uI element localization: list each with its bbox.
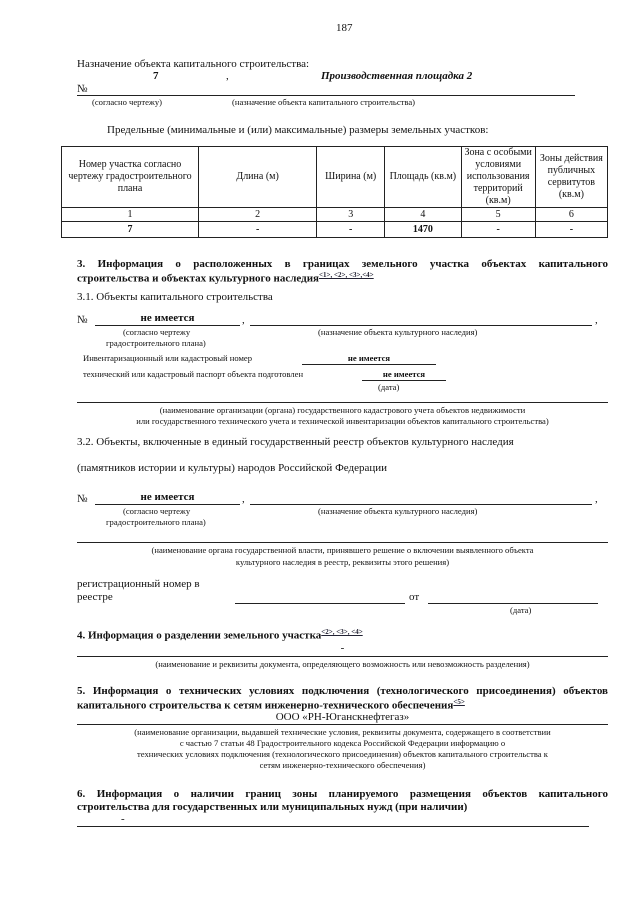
s32-reg-label-1: регистрационный номер в [77, 578, 200, 590]
s31-passport-label: технический или кадастровый паспорт объекта подготовлен [83, 369, 304, 379]
s6-heading-line2: строительства для государственных или муниципальных нужд (при наличии) [77, 801, 468, 813]
limits-table [61, 146, 608, 238]
s31-inv-value: не имеется [347, 353, 391, 363]
s32-number-value: не имеется [140, 491, 195, 503]
s32-title-line2: (памятников истории и культуры) народов Российской Федерации [77, 462, 388, 474]
s32-reg-line [235, 603, 405, 604]
limits-header-cell: Площадь (кв.м) [385, 147, 461, 208]
s31-caption-org-2: или государственного технического учета и технической инвентаризации объектов капитального строительства) [136, 416, 549, 426]
purpose-no-sign: № [77, 83, 88, 95]
purpose-comma: , [226, 70, 229, 82]
s4-footnote-refs[interactable]: <2>, <3>, <4> [321, 628, 363, 636]
purpose-caption-name: (назначение объекта капитального строительства) [232, 97, 416, 107]
s3-heading-line2 [77, 271, 374, 285]
limits-data-cell: 1470 [385, 222, 461, 238]
s5-heading-text: капитального строительства к сетям инженерно-технического обеспечения [77, 699, 454, 712]
limits-header-cell: Ширина (м) [317, 147, 385, 208]
s31-comma-end: , [595, 314, 598, 326]
s4-line [77, 656, 608, 657]
s31-number-line [95, 325, 240, 326]
s31-caption-drawing-2: градостроительного плана) [106, 338, 206, 348]
s31-no-sign: № [77, 314, 88, 326]
s32-caption-authority-2: культурного наследия в реестр, реквизиты этого решения) [235, 557, 450, 567]
s31-caption-date: (дата) [378, 382, 400, 392]
limits-data-cell: - [461, 222, 535, 238]
s31-passport-value: не имеется [382, 369, 426, 379]
s31-caption-org-1: (наименование организации (органа) государственного кадастрового учета объектов недвижимости [159, 405, 526, 415]
s3-heading-text: строительства и объектах культурного наследия [77, 272, 320, 285]
s32-no-sign: № [77, 493, 88, 505]
limits-index-cell: 4 [385, 208, 461, 222]
s5-value: ООО «РН-Юганскнефтегаз» [275, 711, 410, 723]
limits-data-cell: 7 [62, 222, 199, 238]
limits-header-cell: Зоны действия публичных сервитутов (кв.м) [535, 147, 607, 208]
s31-title: 3.1. Объекты капитального строительства [77, 291, 273, 303]
s32-caption-authority-1: (наименование органа государственной власти, принявшего решение о включении выявленного объекта [151, 545, 534, 555]
s6-heading-line1: 6. Информация о наличии границ зоны планируемого размещения объектов капитального [77, 788, 608, 800]
limits-title: Предельные (минимальные и (или) максимальные) размеры земельных участков: [107, 124, 489, 136]
purpose-label: Назначение объекта капитального строительства: [77, 58, 310, 70]
purpose-object-name: Производственная площадка 2 [321, 70, 473, 82]
s32-caption-date: (дата) [510, 605, 532, 615]
s32-number-line [95, 504, 240, 505]
page-number: 187 [336, 22, 353, 34]
s5-caption-1: (наименование организации, выдавшей технические условия, реквизиты документа, содержащего в соответствии [134, 727, 551, 737]
s4-caption: (наименование и реквизиты документа, определяющего возможность или невозможность разделения) [155, 659, 530, 669]
s5-caption-4: сетям инженерно-технического обеспечения) [259, 760, 426, 770]
limits-index-cell: 3 [317, 208, 385, 222]
s31-passport-line [362, 380, 446, 381]
s32-caption-drawing-1: (согласно чертежу [123, 506, 191, 516]
s32-caption-drawing-2: градостроительного плана) [106, 517, 206, 527]
s32-reg-from: от [409, 591, 420, 603]
s6-value: - [121, 813, 125, 825]
s5-line [77, 724, 608, 725]
limits-index-cell: 5 [461, 208, 535, 222]
s31-caption-heritage: (назначение объекта культурного наследия) [318, 327, 478, 337]
s4-heading [77, 628, 363, 642]
limits-data-cell: - [535, 222, 607, 238]
s31-inv-label: Инвентаризационный или кадастровый номер [83, 353, 253, 363]
s3-footnote-refs[interactable]: <1>, <2>, <3>,<4> [319, 271, 374, 279]
purpose-underline [77, 95, 575, 96]
s32-date-line [428, 603, 598, 604]
s32-title-line1: 3.2. Объекты, включенные в единый государственный реестр объектов культурного наследия [77, 436, 514, 448]
s5-heading-line2 [77, 698, 465, 712]
limits-header-row [62, 147, 608, 208]
s32-authority-line [77, 542, 608, 543]
limits-index-row [62, 208, 608, 222]
s3-heading-line1: 3. Информация о расположенных в границах земельного участка объектах капитального [77, 258, 608, 270]
s32-caption-heritage: (назначение объекта культурного наследия) [318, 506, 478, 516]
limits-index-cell: 1 [62, 208, 199, 222]
s31-comma: , [242, 314, 245, 326]
s31-org-line [77, 402, 608, 403]
limits-index-cell: 6 [535, 208, 607, 222]
limits-data-cell: - [317, 222, 385, 238]
s4-value: - [340, 642, 345, 654]
s5-caption-3: технических условиях подключения (технологического присоединения) объектов капитального строительства к [137, 749, 548, 759]
limits-header-cell: Номер участка согласно чертежу градостроительного плана [62, 147, 199, 208]
s5-caption-2: с частью 7 статьи 48 Градостроительного кодекса Российской Федерации информацию о [179, 738, 506, 748]
s5-footnote-refs[interactable]: <5> [453, 698, 465, 706]
limits-header-cell: Длина (м) [199, 147, 317, 208]
s31-number-value: не имеется [140, 312, 195, 324]
limits-data-row [62, 222, 608, 238]
limits-index-cell: 2 [199, 208, 317, 222]
s4-heading-text: 4. Информация о разделении земельного участка [77, 629, 322, 642]
purpose-caption-drawing: (согласно чертежу) [92, 97, 163, 107]
limits-header-cell: Зона с особыми условиями использования территорий (кв.м) [461, 147, 535, 208]
s5-heading-line1: 5. Информация о технических условиях подключения (технологического присоединения) объектов [77, 685, 608, 697]
purpose-number: 7 [153, 70, 159, 82]
s32-heritage-line [250, 504, 592, 505]
s32-comma: , [242, 493, 245, 505]
s31-heritage-line [250, 325, 592, 326]
s31-caption-drawing-1: (согласно чертежу [123, 327, 191, 337]
s6-line [77, 826, 589, 827]
limits-data-cell: - [199, 222, 317, 238]
s31-inv-line [302, 364, 436, 365]
s32-comma-end: , [595, 493, 598, 505]
s32-reg-label-2: реестре [77, 591, 113, 603]
